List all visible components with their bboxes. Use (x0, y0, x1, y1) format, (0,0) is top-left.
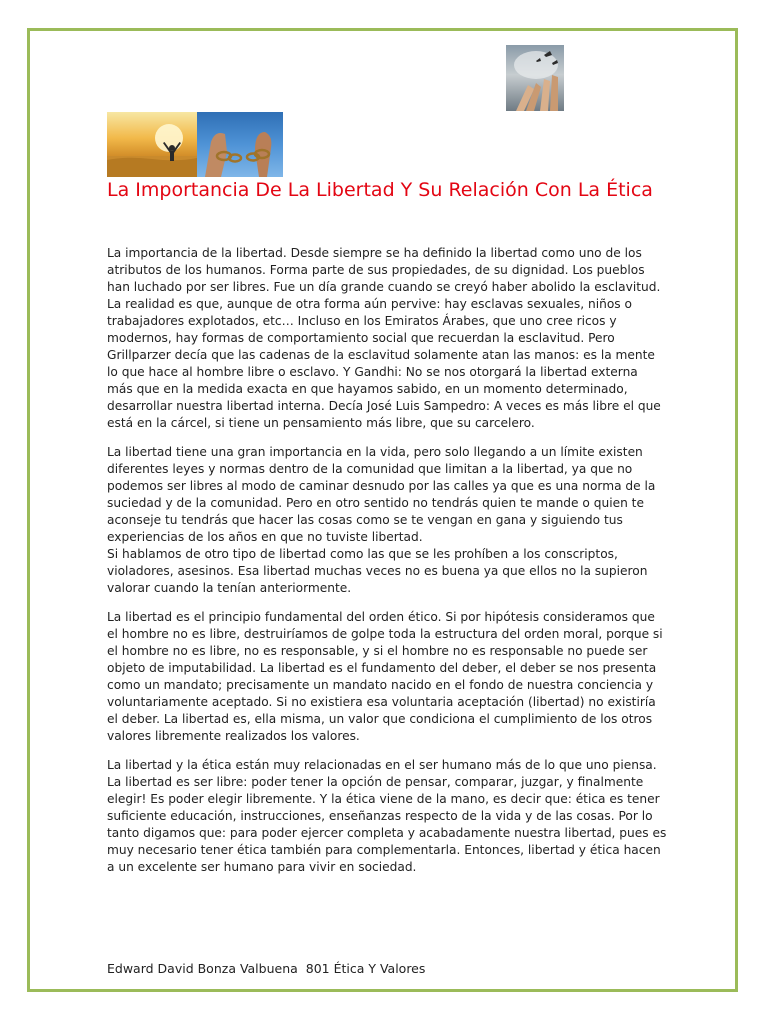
broken-chains-illustration (197, 112, 283, 177)
paragraph-text: Si hablamos de otro tipo de libertad como las que se les prohíben a los conscriptos, violadores, asesinos. Esa libertad muchas veces no es buena ya que ellos no la supieron valorar cuando la tenían anteriormente. (107, 547, 648, 595)
document-title: La Importancia De La Libertad Y Su Relación Con La Ética (107, 179, 653, 201)
paragraph-text: La libertad es el principio fundamental del orden ético. Si por hipótesis consideramos que el hombre no es libre, destruiríamos de golpe toda la estructura del orden moral, porque si el hombre no es libre, no es responsable, y si el hombre no es responsable no puede ser objeto de imputabilidad. La libertad es el fundamento del deber, el deber se nos presenta como un mandato; precisamente un mandato nacido en el fondo de nuestra conciencia y voluntariamente aceptado. Si no existiera esa voluntaria aceptación (libertad) no existiría el deber. La libertad es, ella misma, un valor que condiciona el cumplimiento de los otros valores libremente realizados los valores. (107, 610, 663, 743)
sunrise-person-image (107, 112, 197, 177)
paragraph (107, 609, 667, 745)
paragraph-text: La libertad tiene una gran importancia en la vida, pero solo llegando a un límite existen diferentes leyes y normas dentro de la comunidad que limitan a la libertad, ya que no podemos ser libres al modo de caminar desnudo por las calles ya que es una norma de la suciedad y de la comunidad. Pero en otro sentido no tendrás quien te mande o quien te aconseje tu tendrás que hacer las cosas como se te vengan en gana y siguiendo tus experiencias de los años en que no tuviste libertad. (107, 445, 656, 544)
sunrise-person-illustration (107, 112, 197, 177)
doves-hands-illustration (506, 45, 564, 111)
paragraph-text: La importancia de la libertad. Desde siempre se ha definido la libertad como uno de los atributos de los humanos. Forma parte de sus propiedades, de su dignidad. Los pueblos han luchado por ser libres. Fue un día grande cuando se creyó haber abolido la esclavitud. La realidad es que, aunque de otra forma aún pervive: hay esclavas sexuales, niños o trabajadores explotados, etc… Incluso en los Emiratos Árabes, que uno cree ricos y modernos, hay formas de comportamiento social que recuerdan la esclavitud. Pero Grillparzer decía que las cadenas de la esclavitud solamente atan las manos: es la mente lo que hace al hombre libre o esclavo. Y Gandhi: No se nos otorgará la libertad externa más que en la medida exacta en que hayamos sabido, en un momento determinado, desarrollar nuestra libertad interna. Decía José Luis Sampedro: A veces es más libre el que está en la cárcel, si tiene un pensamiento más libre, que su carcelero. (107, 246, 661, 430)
doves-hands-image (506, 45, 564, 111)
paragraph (107, 444, 667, 597)
document-footer: Edward David Bonza Valbuena 801 Ética Y Valores (107, 961, 426, 976)
paragraph (107, 245, 667, 432)
broken-chains-image (197, 112, 283, 177)
document-body (107, 245, 667, 888)
paragraph (107, 757, 667, 876)
paragraph-text: La libertad y la ética están muy relacionadas en el ser humano más de lo que uno piensa. La libertad es ser libre: poder tener la opción de pensar, comparar, juzgar, y finalmente elegir! Es poder elegir libremente. Y la ética viene de la mano, es decir que: ética es tener suficiente educación, instrucciones, enseñanzas respecto de la vida y de las cosas. Por lo tanto digamos que: para poder ejercer completa y acabadamente nuestra libertad, pues es muy necesario tener ética también para complementarla. Entonces, libertad y ética hacen a un excelente ser humano para vivir en sociedad. (107, 758, 667, 874)
